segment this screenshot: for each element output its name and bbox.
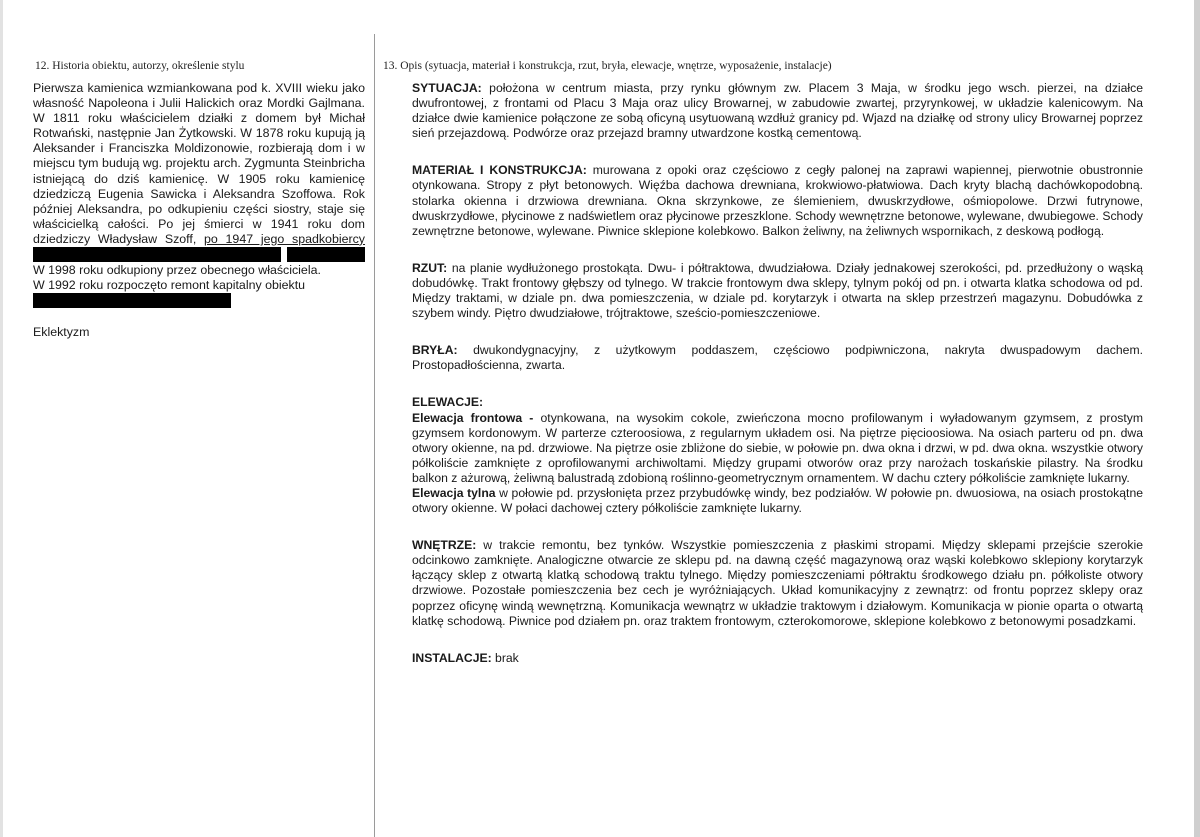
rzut-label: RZUT: [412,260,448,275]
history-column [33,60,365,339]
sytuacja-section [412,81,1143,141]
material-section [412,163,1143,238]
redaction-bar [33,293,231,308]
history-paragraph-2: W 1998 roku odkupiony przez obecnego właściciela. [33,263,321,278]
bryla-text: dwukondygnacyjny, z użytkowym poddaszem, częściowo podpiwniczona, nakryta dwuspadowym dachem. Prostopadłościenna, zwarta. [412,343,1143,373]
bryla-section [412,343,1143,373]
page-edge-left [0,0,3,837]
redaction-bar [287,247,365,262]
front-elevation-text: otynkowana, na wysokim cokole, zwieńczona mocno profilowanym i wyładowanym gzymsem, z prostym gzymsem kordonowym. W parterze czteroosiowa, z regularnym układem osi. Na piętrze pięcioosiowa. Na osiach parteru od pn. dwa otwory okienne, na pd. drzwiowe. Na piętrze osie zbliżone do siebie, w połowie pn. dwa okna i drzwi, w pd. dwa okna. wszystkie otwory półkoliście zamknięte z oprofilowanymi archiwoltami. Między grupami otworów oraz przy narożach toskańskie pilastry. Na środku balkon z ażurową, żeliwną balustradą zdobioną roślinno-geometrycznym ornamentem. W dachu cztery półkoliście zamknięte lukarny. [412,410,1143,485]
material-text: murowana z opoki oraz częściowo z cegły palonej na zaprawi wapiennej, pierwotnie obustronnie otynkowana. Stropy z płyt betonowych. Więźba dachowa drewniana, krokwiowo-płatwiowa. Dach kryty blachą dachówkopodobną. stolarka okienna i drzwiowa drewniana. Okna skrzynkowe, ze ślemieniem, dwuskrzydłowe, ośmiopolowe. Drzwi futrynowe, dwuskrzydłowe, płycinowe z nadświetlem oraz płycinowe przeszklone. Schody wewnętrzne betonowe, wylewane, dwubiegowe. Schody zewnętrzne betonowe, wylewane. Piwnice sklepione kolebkowo. Balkon żeliwny, na żeliwnych wspornikach, z deskową podłogą. [412,163,1144,238]
elewacje-label: ELEWACJE: [412,395,484,410]
history-underlined-text: po 1947 jego spadkobiercy [204,231,366,246]
instalacje-section [412,651,1143,666]
style-value: Eklektyzm [33,325,90,340]
bryla-label: BRYŁA: [412,343,458,358]
rear-elevation [412,486,1143,516]
rear-elevation-text: w połowie pd. przysłonięta przez przybudówkę windy, bez podziałów. W połowie pn. dwuosiowa, na osiach prostokątne otwory okienne. W połaci dachowej cztery półkoliście zamknięte lukarny. [412,485,1143,516]
front-elevation-label: Elewacja frontowa - [412,410,534,425]
instalacje-label: INSTALACJE: [412,650,492,665]
history-paragraph-1: Pierwsza kamienica wzmiankowana pod k. XVIII wieku jako własność Napoleona i Julii Halickich oraz Mordki Gajlmana. W 1811 roku właścicielem działki z domem był Michał Rotwański, następnie Jan Żytkowski. W 1878 roku kupują ją Aleksander i Franciszka Moldizonowie, rozbierają dom i w miejscu tym budują wg. projektu arch. Zygmunta Steinbricha istniejącą do dziś kamienicę. W 1905 roku kamienicę dziedziczą Eugenia Sawicka i Aleksandra Szoffowa. Rok później Aleksandra, po odkupieniu części siostry, staje się właścicielką całości. Po jej śmierci w 1941 roku dom dziedziczy Władysław Szoff, [33,81,365,246]
rzut-section [412,261,1143,321]
description-column [383,60,1143,688]
history-paragraph-3: W 1992 roku rozpoczęto remont kapitalny obiektu [33,278,306,293]
elewacje-section [412,395,1143,516]
column-divider [374,34,375,837]
history-heading: 12. Historia obiektu, autorzy, określenie stylu [35,60,245,72]
sytuacja-label: SYTUACJA: [412,81,482,95]
rzut-text: na planie wydłużonego prostokąta. Dwu- i półtraktowa, dwudziałowa. Działy jednakowej szerokości, pd. przedłużony o wąską dobudówkę. Trakt frontowy głębszy od tylnego. W trakcie frontowym dwa sklepy, tylnym pokój od pn. i otwarta klatka schodowa od pd. Między traktami, w dziale pn. dwa pomieszczenia, w dziale pd. korytarzyk i otwarta na sklep przestrzeń magazynu. Dobudówka z szybem windy. Piętro dwudziałowe, trójtraktowe, sześcio-pomieszczeniowe. [412,260,1143,321]
history-text [33,81,365,309]
page-edge-right [1194,0,1200,837]
sytuacja-text: położona w centrum miasta, przy rynku głównym zw. Placem 3 Maja, w środku jego wsch. pierzei, na działce dwufrontowej, z frontami od Placu 3 Maja oraz ulicy Browarnej, w zabudowie zwartej, przyrynkowej, w układzie kalenicowym. Na działce dwie kamienice połączone ze sobą oficyną usytuowaną wzdłuż granicy pd. Wjazd na działkę od strony ulicy Browarnej poprzez sień przejazdową. Podwórze oraz przejazd bramny utwardzone kostką cementową. [412,81,1143,141]
rear-elevation-label: Elewacja tylna [412,485,496,500]
material-label: MATERIAŁ I KONSTRUKCJA: [412,163,587,178]
description-heading: 13. Opis (sytuacja, materiał i konstrukcja, rzut, bryła, elewacje, wnętrze, wyposażenie, instalacje) [383,60,832,72]
wnetrze-text: w trakcie remontu, bez tynków. Wszystkie pomieszczenia z płaskimi stropami. Między sklepami przejście szerokie odcinkowo zamknięte. Analogiczne otwarcie ze sklepu pd. na dawną część magazynową oraz wąski kolebkowo sklepiony korytarzyk łączący sklep z otwartą klatką schodową traktu tylnego. Między pomieszczeniami półtraktu środkowego działu pn. półkoliste otwory drzwiowe. Pozostałe pomieszczenia bez cech je wyróżniających. Układ komunikacyjny z zewnątrz: od frontu poprzez sklepy oraz poprzez oficynę windą wewnętrzną. Komunikacja wewnątrz w układzie traktowym i działowym. Komunikacja w pionie oparta o otwartą klatkę schodową. Piwnice pod działem pn. oraz traktem frontowym, czterokomorowe, sklepione kolebkowo z betonowymi posadzkami. [412,538,1143,628]
redaction-bar [33,247,281,262]
wnetrze-section [412,538,1143,629]
wnetrze-label: WNĘTRZE: [412,538,477,553]
instalacje-text: brak [491,650,519,665]
front-elevation [412,411,1143,486]
